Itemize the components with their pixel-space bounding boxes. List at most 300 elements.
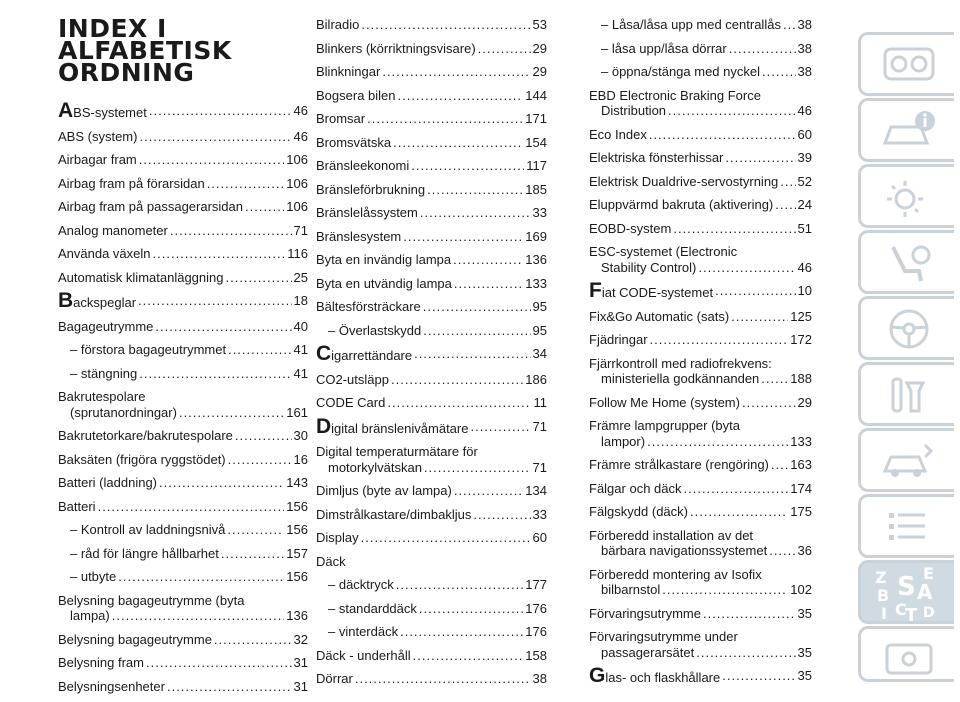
dot-leader xyxy=(662,582,788,598)
dot-leader xyxy=(668,103,796,119)
index-entry xyxy=(316,577,547,593)
entry-term: Fjärrkontroll med radiofrekvens: xyxy=(589,355,772,371)
index-column-3 xyxy=(589,17,812,694)
tab-info[interactable] xyxy=(858,98,954,162)
index-entry xyxy=(316,229,547,245)
index-entry xyxy=(58,452,308,468)
index-letter: I xyxy=(881,604,887,621)
dot-leader xyxy=(396,577,524,593)
dot-leader xyxy=(403,229,523,245)
entry-term: CO2-utsläpp xyxy=(316,371,389,387)
dot-leader xyxy=(387,395,531,411)
dot-leader xyxy=(729,41,796,57)
page-number: 157 xyxy=(286,545,308,561)
index-entry xyxy=(316,205,547,221)
index-entry xyxy=(589,528,812,559)
index-entry xyxy=(316,41,547,57)
dot-leader xyxy=(112,608,285,624)
entry-term: Bagageutrymme xyxy=(58,318,154,334)
warning-lights-icon xyxy=(881,175,937,219)
dot-leader xyxy=(207,176,285,192)
tab-multimedia[interactable] xyxy=(858,626,954,682)
index-entry xyxy=(316,135,547,151)
page-number: 156 xyxy=(286,569,308,584)
index-letter: C xyxy=(895,600,907,619)
dot-leader xyxy=(361,17,530,33)
page-number: 60 xyxy=(532,530,547,545)
page-number: 46 xyxy=(293,103,308,118)
page-number: 34 xyxy=(532,346,547,361)
dot-leader xyxy=(138,293,291,311)
index-entry xyxy=(589,127,812,143)
page-number: 136 xyxy=(525,252,547,267)
index-entry xyxy=(58,632,308,648)
dot-leader xyxy=(775,197,795,213)
index-entry xyxy=(589,279,812,302)
index-letter: S xyxy=(897,572,916,602)
title-line: ALFABETISK xyxy=(58,36,232,65)
index-entry xyxy=(589,567,812,598)
section-initial: F xyxy=(589,279,602,302)
page-number: 31 xyxy=(293,678,308,694)
page-number: 41 xyxy=(293,342,308,357)
page-number: 33 xyxy=(532,205,547,220)
index-entry xyxy=(58,319,308,335)
entry-term-continued: Distribution xyxy=(601,103,667,118)
index-entry xyxy=(589,481,812,497)
index-entry xyxy=(316,483,547,499)
index-entry xyxy=(316,158,547,174)
index-title xyxy=(58,14,298,87)
dot-leader xyxy=(228,452,292,468)
dot-leader xyxy=(139,152,285,168)
entry-term: BS-systemet xyxy=(73,105,147,120)
dot-leader xyxy=(454,483,523,499)
page-number: 188 xyxy=(790,371,812,386)
index-entry xyxy=(58,546,308,562)
dot-leader xyxy=(228,342,291,358)
entry-term: Display xyxy=(316,530,359,545)
dot-leader xyxy=(742,395,796,411)
entry-term: Fälgskydd (däck) xyxy=(589,504,688,519)
index-entry xyxy=(316,395,547,411)
dot-leader xyxy=(673,221,795,237)
entry-term: Follow Me Home (system) xyxy=(589,394,740,410)
dot-leader xyxy=(245,199,284,215)
entry-term: Bränsleekonomi xyxy=(316,158,410,173)
index-entry xyxy=(316,252,547,268)
car-dashboard-icon xyxy=(881,43,937,87)
index-entry xyxy=(316,299,547,315)
dot-leader xyxy=(153,246,286,262)
dot-leader xyxy=(227,522,284,538)
entry-term-continued: (sprutanordningar) xyxy=(70,404,177,420)
dot-leader xyxy=(761,371,788,387)
page-number: 16 xyxy=(293,451,308,467)
multimedia-icon xyxy=(881,637,937,681)
page-number: 35 xyxy=(797,605,812,621)
index-entry xyxy=(589,418,812,449)
dot-leader xyxy=(118,569,284,585)
entry-term: iat CODE-systemet xyxy=(601,285,714,300)
title-line: INDEX I xyxy=(58,14,167,43)
dot-leader xyxy=(722,668,795,686)
page-number: 31 xyxy=(293,655,308,670)
index-entry xyxy=(589,332,812,348)
tab-emergency[interactable] xyxy=(858,362,954,426)
index-letter: Z xyxy=(875,568,887,587)
entry-term: CODE Card xyxy=(316,395,386,410)
index-letter: A xyxy=(917,580,933,604)
entry-term: las- och flaskhållare xyxy=(605,670,721,685)
dot-leader xyxy=(769,543,795,559)
index-entry xyxy=(58,366,308,382)
index-entry xyxy=(589,221,812,237)
page-number: 95 xyxy=(532,299,547,314)
dot-leader xyxy=(413,648,524,664)
entry-term: Byta en invändig lampa xyxy=(316,252,452,267)
entry-term: Främre strålkastare (rengöring) xyxy=(589,457,769,472)
page-number: 71 xyxy=(532,459,547,475)
index-entry xyxy=(316,182,547,198)
entry-term-continued: bärbara navigationssystemet xyxy=(601,543,768,558)
entry-term: EBD Electronic Braking Force xyxy=(589,87,761,103)
dot-leader xyxy=(647,434,788,450)
entry-term: igital bränslenivåmätare xyxy=(331,420,469,436)
page-number: 52 xyxy=(797,173,812,189)
dot-leader xyxy=(771,457,788,473)
index-entry xyxy=(58,246,308,262)
index-entry xyxy=(58,289,308,312)
index-entry xyxy=(316,88,547,104)
dot-leader xyxy=(367,111,523,127)
index-entry xyxy=(58,176,308,192)
index-entry xyxy=(589,88,812,119)
page-number: 174 xyxy=(790,480,812,496)
entry-term: – utbyte xyxy=(70,569,117,584)
dot-leader xyxy=(684,481,789,497)
entry-term: ackspeglar xyxy=(73,295,137,310)
alphabetical-index-icon xyxy=(871,565,941,621)
entry-term: Fjädringar xyxy=(589,332,648,347)
index-entry xyxy=(316,601,547,617)
page-number: 53 xyxy=(532,17,547,32)
dot-leader xyxy=(391,372,523,388)
dot-leader xyxy=(780,174,795,190)
page-number: 24 xyxy=(797,197,812,212)
dot-leader xyxy=(725,150,795,166)
page-number: 46 xyxy=(293,128,308,144)
page-number: 29 xyxy=(797,394,812,410)
entry-term: Belysning bagageutrymme xyxy=(58,631,212,647)
entry-term: Däck xyxy=(316,553,346,569)
entry-term: Belysning fram xyxy=(58,655,144,670)
entry-term: – låsa upp/låsa dörrar xyxy=(601,40,727,56)
page-number: 116 xyxy=(287,246,308,261)
entry-term: – däcktryck xyxy=(328,577,394,592)
dot-leader xyxy=(139,366,291,382)
page-number: 46 xyxy=(797,259,812,275)
page-number: 33 xyxy=(532,506,547,522)
entry-term: – standarddäck xyxy=(328,600,417,616)
entry-term-continued: passagerarsätet xyxy=(601,644,695,660)
car-info-icon xyxy=(881,109,937,153)
index-entry xyxy=(589,150,812,166)
page-number: 41 xyxy=(293,365,308,381)
page-number: 134 xyxy=(525,483,547,498)
index-entry xyxy=(316,64,547,80)
page-number: 125 xyxy=(790,308,812,324)
dot-leader xyxy=(98,499,285,515)
index-letter: D xyxy=(923,605,935,621)
index-entry xyxy=(589,197,812,213)
entry-term: – stängning xyxy=(70,365,138,381)
dot-leader xyxy=(149,103,292,121)
index-entry xyxy=(316,111,547,127)
entry-term: Använda växeln xyxy=(58,246,151,261)
index-letter: E xyxy=(923,565,934,583)
page-number: 95 xyxy=(532,322,547,338)
page-number: 60 xyxy=(797,126,812,142)
page-number: 71 xyxy=(532,418,547,434)
entry-term: Dimstrålkastare/dimbakljus xyxy=(316,506,472,522)
dot-leader xyxy=(478,41,531,57)
dot-leader xyxy=(400,624,523,640)
page-number: 32 xyxy=(293,631,308,647)
page-number: 186 xyxy=(525,371,547,387)
tab-warnings[interactable] xyxy=(858,164,954,228)
index-entry xyxy=(58,475,308,491)
index-entry xyxy=(58,270,308,286)
entry-term: Bromsar xyxy=(316,111,366,126)
index-entry xyxy=(316,530,547,546)
page-number: 106 xyxy=(286,152,308,167)
index-entry xyxy=(316,372,547,388)
entry-term: Bältesförsträckare xyxy=(316,299,421,314)
dot-leader xyxy=(762,64,796,80)
entry-term: Airbagar fram xyxy=(58,152,137,167)
entry-term: Bränslelåssystem xyxy=(316,205,418,220)
dot-leader xyxy=(690,504,788,520)
dot-leader xyxy=(139,129,291,145)
page-number: 163 xyxy=(790,457,812,472)
page-number: 11 xyxy=(533,395,547,410)
page-number: 156 xyxy=(286,498,308,514)
index-entry xyxy=(58,679,308,695)
dot-leader xyxy=(155,319,291,335)
dot-leader xyxy=(170,223,292,239)
entry-term: Analog manometer xyxy=(58,222,168,238)
page-number: 36 xyxy=(797,543,812,558)
entry-term: Belysning bagageutrymme (byta xyxy=(58,592,245,608)
page-number: 10 xyxy=(797,283,812,298)
section-initial: D xyxy=(316,414,332,438)
index-entry xyxy=(58,428,308,444)
page-number: 51 xyxy=(797,220,812,236)
dot-leader xyxy=(235,428,292,444)
title-line: ORDNING xyxy=(58,58,195,87)
page-number: 158 xyxy=(525,647,547,663)
index-entry xyxy=(316,507,547,523)
entry-term: Bilradio xyxy=(316,17,360,32)
page-number: 143 xyxy=(286,475,308,490)
tab-dashboard[interactable] xyxy=(858,32,954,96)
section-initial: B xyxy=(58,289,74,312)
dot-leader xyxy=(225,270,291,286)
entry-term-continued: Stability Control) xyxy=(601,259,697,275)
index-letter: B xyxy=(877,586,890,605)
entry-term: Digital temperaturmätare för xyxy=(316,444,478,459)
entry-term: Bromsvätska xyxy=(316,134,392,150)
page-number: 133 xyxy=(790,433,812,449)
tab-safety[interactable] xyxy=(858,230,954,294)
page-number: 38 xyxy=(797,64,812,79)
page-number: 176 xyxy=(525,600,547,616)
entry-term: Bogsera bilen xyxy=(316,87,396,103)
airbag-seat-icon xyxy=(881,241,937,285)
entry-term: Förvaringsutrymme under xyxy=(589,629,738,644)
page-number: 176 xyxy=(525,624,547,639)
entry-term: Fix&Go Automatic (sats) xyxy=(589,308,730,324)
dot-leader xyxy=(696,645,795,661)
entry-term-continued: lampa) xyxy=(70,608,110,623)
page-number: 46 xyxy=(797,103,812,118)
index-entry xyxy=(58,99,308,122)
entry-term: Förberedd installation av det xyxy=(589,527,754,543)
index-entry xyxy=(58,199,308,215)
entry-term: – Låsa/låsa upp med centrallås xyxy=(601,17,781,32)
entry-term: Eluppvärmd bakruta (aktivering) xyxy=(589,197,774,212)
index-entry xyxy=(58,569,308,585)
index-entry xyxy=(589,309,812,325)
page-number: 133 xyxy=(525,275,547,291)
dot-leader xyxy=(783,17,796,33)
entry-term: Elektrisk Dualdrive-servostyrning xyxy=(589,173,779,189)
dot-leader xyxy=(703,606,796,622)
index-entry xyxy=(58,152,308,168)
dot-leader xyxy=(453,252,523,268)
page-number: 29 xyxy=(532,40,547,56)
index-entry xyxy=(589,174,812,190)
index-column-1 xyxy=(58,97,308,702)
page-number: 175 xyxy=(790,504,812,519)
index-entry xyxy=(58,223,308,239)
tab-technical-data[interactable] xyxy=(858,494,954,558)
index-entry xyxy=(589,664,812,687)
dot-leader xyxy=(454,276,523,292)
page-number: 117 xyxy=(526,158,547,173)
index-entry xyxy=(316,554,547,570)
entry-term: – öppna/stänga med nyckel xyxy=(601,64,760,79)
entry-term: Främre lampgrupper (byta xyxy=(589,418,740,433)
page-number: 18 xyxy=(293,293,308,308)
index-entry xyxy=(58,389,308,420)
entry-term-continued: lampor) xyxy=(601,433,646,449)
dot-leader xyxy=(382,64,530,80)
car-service-icon xyxy=(881,439,937,483)
index-column-2 xyxy=(316,17,547,695)
section-initial: C xyxy=(316,342,332,365)
dot-leader xyxy=(167,679,292,695)
entry-term: – råd för längre hållbarhet xyxy=(70,545,219,561)
specs-list-icon xyxy=(881,505,937,549)
index-entry xyxy=(316,648,547,664)
page-number: 172 xyxy=(790,332,812,347)
tab-maintenance[interactable] xyxy=(858,428,954,492)
index-entry xyxy=(58,593,308,624)
index-entry xyxy=(589,457,812,473)
page-number: 40 xyxy=(293,318,308,334)
dot-leader xyxy=(411,158,524,174)
entry-term: Eco Index xyxy=(589,126,647,142)
index-entry xyxy=(316,276,547,292)
entry-term: Batteri (laddning) xyxy=(58,475,157,490)
page-number: 102 xyxy=(790,582,812,597)
index-entry xyxy=(316,17,547,33)
page-number: 161 xyxy=(286,404,308,420)
index-entry xyxy=(589,64,812,80)
index-entry xyxy=(589,244,812,275)
dot-leader xyxy=(159,475,284,491)
dot-leader xyxy=(731,309,788,325)
page-number: 106 xyxy=(286,199,308,214)
index-entry xyxy=(589,41,812,57)
entry-term: – Överlastskydd xyxy=(328,322,422,338)
section-initial: A xyxy=(58,99,74,122)
page-number: 154 xyxy=(525,134,547,150)
index-entry xyxy=(316,323,547,339)
tab-alphabetical-index[interactable] xyxy=(858,560,954,624)
tab-driving[interactable] xyxy=(858,296,954,360)
dot-leader xyxy=(414,346,530,364)
entry-term: Förberedd montering av Isofix xyxy=(589,566,762,582)
entry-term: – vinterdäck xyxy=(328,624,399,639)
tools-icon xyxy=(881,373,937,417)
page-number: 38 xyxy=(797,17,812,32)
dot-leader xyxy=(179,405,284,421)
entry-term: Bakrutetorkare/bakrutespolare xyxy=(58,428,233,443)
entry-term-continued: ministeriella godkännanden xyxy=(601,371,760,386)
dot-leader xyxy=(715,283,795,301)
index-entry xyxy=(589,606,812,622)
entry-term: EOBD-system xyxy=(589,220,672,236)
index-entry xyxy=(58,342,308,358)
entry-term-continued: motorkylvätskan xyxy=(328,459,422,475)
dot-leader xyxy=(393,135,523,151)
entry-term: Automatisk klimatanläggning xyxy=(58,269,224,285)
entry-term: Däck - underhåll xyxy=(316,647,411,663)
page-number: 71 xyxy=(293,222,308,238)
dot-leader xyxy=(355,671,531,687)
entry-term: Bränsleförbrukning xyxy=(316,181,426,197)
entry-term: Blinkningar xyxy=(316,64,381,79)
index-entry xyxy=(316,342,547,365)
entry-term: – förstora bagageutrymmet xyxy=(70,342,227,357)
index-entry xyxy=(589,17,812,33)
dot-leader xyxy=(470,419,530,437)
entry-term: igarrettändare xyxy=(331,348,413,363)
dot-leader xyxy=(473,507,530,523)
index-letter: T xyxy=(905,605,918,621)
dot-leader xyxy=(146,655,292,671)
index-entry xyxy=(589,504,812,520)
entry-term: Baksäten (frigöra ryggstödet) xyxy=(58,451,226,467)
page-number: 185 xyxy=(525,181,547,197)
page-number: 25 xyxy=(293,269,308,285)
entry-term: – Kontroll av laddningsnivå xyxy=(70,522,226,537)
index-entry xyxy=(316,624,547,640)
page-number: 35 xyxy=(797,668,812,683)
